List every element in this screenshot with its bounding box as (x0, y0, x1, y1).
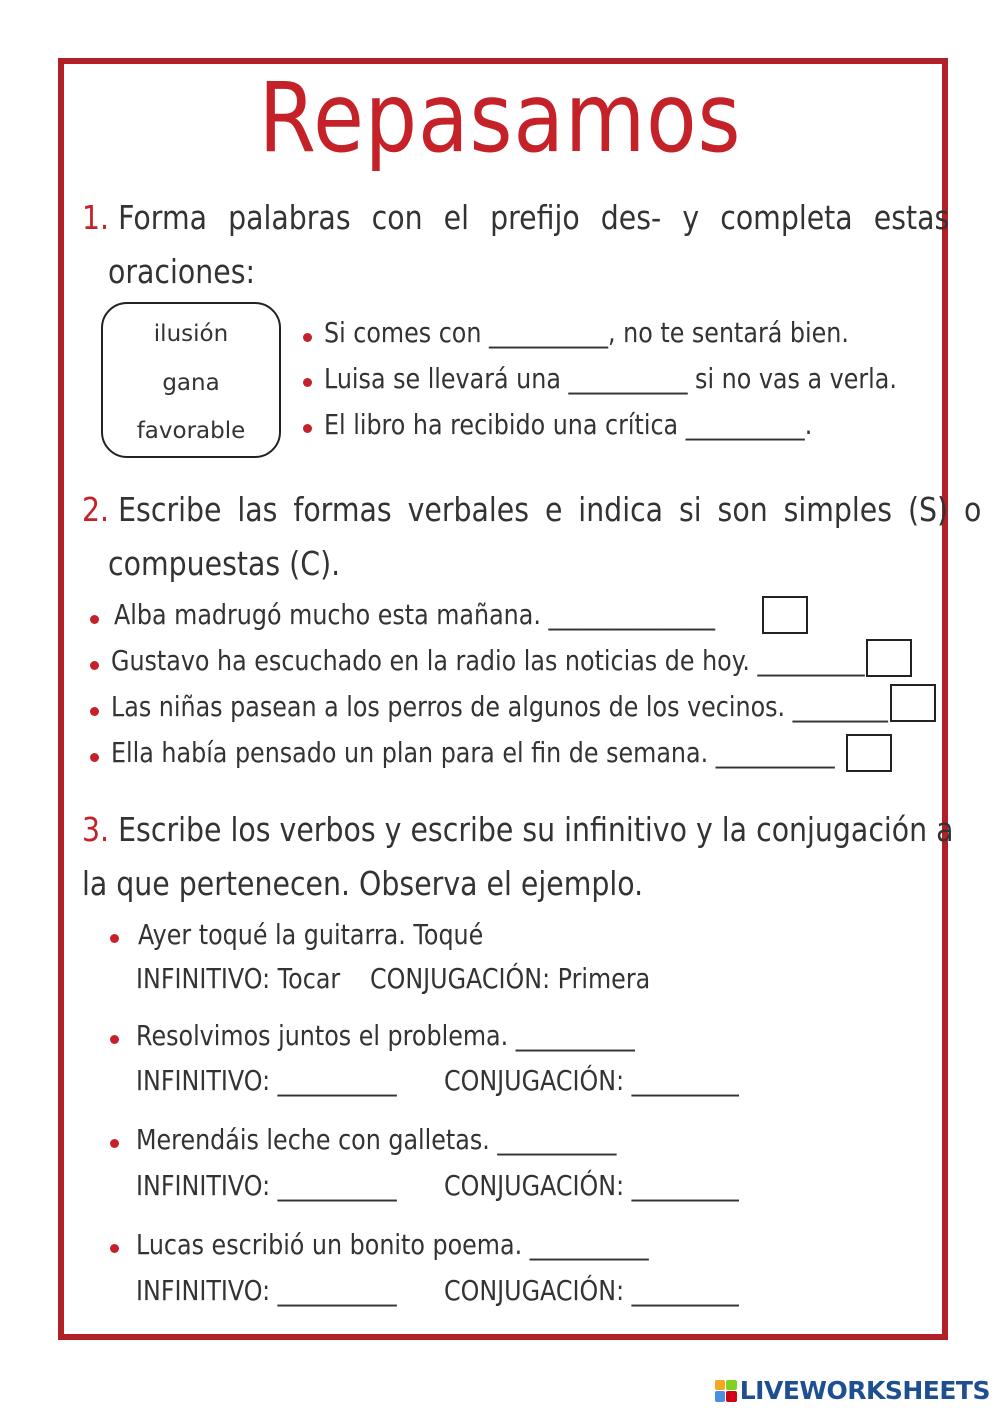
bullet-icon (90, 661, 99, 670)
bullet-icon (90, 615, 99, 624)
example-infinitive: INFINITIVO: Tocar (136, 962, 341, 995)
bullet-icon (303, 424, 312, 433)
section1-heading-line2: oraciones: (108, 252, 256, 291)
section3-sentence[interactable]: Resolvimos juntos el problema. __________ (136, 1019, 635, 1052)
bullet-icon (90, 707, 99, 716)
section2-heading-line2: compuestas (C). (108, 544, 341, 583)
bullet-icon (110, 1244, 119, 1253)
word-bank-item: gana (162, 370, 220, 396)
page-title: Repasamos (258, 62, 742, 174)
section2-item[interactable]: Ella había pensado un plan para el fin de semana. __________ (111, 736, 835, 769)
bullet-icon (110, 1139, 119, 1148)
answer-box[interactable] (890, 684, 936, 722)
section3-number: 3. (82, 810, 110, 849)
liveworksheets-logo (715, 1376, 990, 1405)
section3-conjugation[interactable]: CONJUGACIÓN: _________ (444, 1064, 739, 1097)
section2-heading-line1 (82, 490, 981, 529)
section1-heading-line1 (82, 198, 949, 237)
section1-instruction: Forma palabras con el prefijo des- y completa estas (118, 198, 950, 237)
word-bank-item: favorable (136, 418, 246, 444)
section3-heading-line2: la que pertenecen. Observa el ejemplo. (82, 864, 644, 903)
bullet-icon (110, 1035, 119, 1044)
section3-instruction: Escribe los verbos y escribe su infinitivo y la conjugación a (118, 810, 954, 849)
section1-sentence[interactable]: Si comes con __________, no te sentará bien. (324, 316, 849, 349)
example-conjugation: CONJUGACIÓN: Primera (370, 962, 651, 995)
example-sentence: Ayer toqué la guitarra. Toqué (138, 918, 484, 951)
bullet-icon (303, 378, 312, 387)
section1-sentence[interactable]: El libro ha recibido una crítica __________. (324, 408, 813, 441)
bullet-icon (303, 333, 312, 342)
brand-name: LIVEWORKSHEETS (739, 1376, 990, 1405)
section3-sentence[interactable]: Merendáis leche con galletas. __________ (136, 1123, 617, 1156)
answer-box[interactable] (846, 734, 892, 772)
bullet-icon (110, 934, 119, 943)
section3-heading-line1 (82, 810, 954, 849)
section2-number: 2. (82, 490, 110, 529)
section2-item[interactable]: Las niñas pasean a los perros de algunos de los vecinos. ________ (111, 690, 888, 723)
section3-conjugation[interactable]: CONJUGACIÓN: _________ (444, 1274, 739, 1307)
section1-sentence[interactable]: Luisa se llevará una __________ si no vas a verla. (324, 362, 897, 395)
section2-instruction: Escribe las formas verbales e indica si son simples (S) o (118, 490, 982, 529)
section1-number: 1. (82, 198, 110, 237)
logo-mark-icon (715, 1380, 737, 1402)
word-bank-item: ilusión (153, 321, 229, 347)
section3-conjugation[interactable]: CONJUGACIÓN: _________ (444, 1169, 739, 1202)
section3-infinitive[interactable]: INFINITIVO: __________ (136, 1274, 397, 1307)
answer-box[interactable] (866, 639, 912, 677)
section2-item[interactable]: Alba madrugó mucho esta mañana. ______________ (114, 598, 716, 631)
section3-sentence[interactable]: Lucas escribió un bonito poema. __________ (136, 1228, 649, 1261)
answer-box[interactable] (762, 596, 808, 634)
section3-infinitive[interactable]: INFINITIVO: __________ (136, 1169, 397, 1202)
section3-infinitive[interactable]: INFINITIVO: __________ (136, 1064, 397, 1097)
section2-item[interactable]: Gustavo ha escuchado en la radio las noticias de hoy. _________ (111, 644, 865, 677)
bullet-icon (90, 753, 99, 762)
